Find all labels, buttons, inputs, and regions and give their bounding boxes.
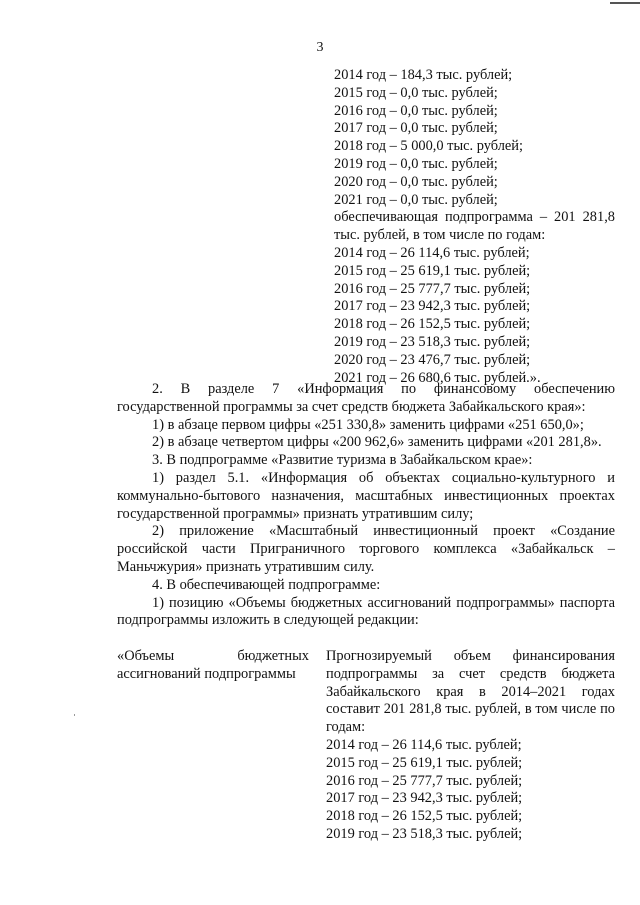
position-value-cell bbox=[326, 648, 615, 844]
year-line: 2017 год – 0,0 тыс. рублей; bbox=[334, 120, 498, 137]
paragraph: 1) в абзаце первом цифры «251 330,8» заменить цифрами «251 650,0»; bbox=[152, 416, 584, 433]
year-line: 2015 год – 25 619,1 тыс. рублей; bbox=[334, 262, 531, 279]
year-line: 2017 год – 23 942,3 тыс. рублей; bbox=[334, 298, 531, 315]
year-line: 2021 год – 26 680,6 тыс. рублей.». bbox=[334, 369, 541, 386]
paragraph: 4. В обеспечивающей подпрограмме: bbox=[152, 576, 381, 593]
paragraph: 2. В разделе 7 «Информация по финансовому обеспечению государственной программы за счет средств бюджета Забайкальского края»: bbox=[117, 381, 615, 415]
year-line: 2018 год – 5 000,0 тыс. рублей; bbox=[334, 138, 523, 155]
year-line: 2014 год – 26 114,6 тыс. рублей; bbox=[334, 244, 530, 261]
position-name-word: бюджетных bbox=[237, 648, 309, 664]
year-line: 2014 год – 26 114,6 тыс. рублей; bbox=[326, 736, 522, 753]
year-line: 2018 год – 26 152,5 тыс. рублей; bbox=[326, 808, 523, 825]
year-line: 2021 год – 0,0 тыс. рублей; bbox=[334, 191, 498, 208]
funding-description: Прогнозируемый объем финансирования подпрограммы за счет средств бюджета Забайкальского края в 2014–2021 годах составит 201 281,8 тыс. рублей, в том числе по годам: bbox=[326, 648, 615, 736]
year-line: 2016 год – 25 777,7 тыс. рублей; bbox=[326, 772, 523, 789]
funding-continuation bbox=[334, 67, 615, 387]
year-line: 2015 год – 25 619,1 тыс. рублей; bbox=[326, 754, 523, 771]
position-name-line: ассигнований подпрограммы bbox=[117, 665, 296, 682]
scan-margin-mark bbox=[74, 714, 75, 716]
page-number: 3 bbox=[316, 40, 324, 55]
paragraph: 1) раздел 5.1. «Информация об объектах социально-культурного и коммунально-бытового назначения, масштабных инвестиционных проектах государственной программы» признать утратившим силу; bbox=[117, 469, 615, 522]
year-line: 2019 год – 23 518,3 тыс. рублей; bbox=[334, 333, 531, 350]
year-line: 2018 год – 26 152,5 тыс. рублей; bbox=[334, 316, 531, 333]
year-line: 2015 год – 0,0 тыс. рублей; bbox=[334, 84, 498, 101]
year-line: 2020 год – 0,0 тыс. рублей; bbox=[334, 173, 498, 190]
year-line: 2019 год – 0,0 тыс. рублей; bbox=[334, 155, 498, 172]
scan-edge-mark bbox=[610, 2, 640, 4]
document-body bbox=[117, 381, 615, 630]
year-line: 2020 год – 23 476,7 тыс. рублей; bbox=[334, 351, 531, 368]
paragraph: 2) в абзаце четвертом цифры «200 962,6» заменить цифрами «201 281,8». bbox=[152, 434, 602, 451]
position-name-cell bbox=[117, 648, 309, 684]
year-line: 2016 год – 25 777,7 тыс. рублей; bbox=[334, 280, 531, 297]
paragraph: 2) приложение «Масштабный инвестиционный проект «Создание российской части Приграничного торгового комплекса «Забайкальск – Маньчжурия» признать утратившим силу. bbox=[117, 523, 615, 575]
year-line: 2014 год – 184,3 тыс. рублей; bbox=[334, 67, 513, 83]
year-line: 2019 год – 23 518,3 тыс. рублей; bbox=[326, 825, 523, 842]
year-line: 2017 год – 23 942,3 тыс. рублей; bbox=[326, 790, 523, 807]
year-line: 2016 год – 0,0 тыс. рублей; bbox=[334, 102, 498, 119]
support-subprogram-total: обеспечивающая подпрограмма – 201 281,8 bbox=[334, 209, 615, 226]
support-subprogram-note: тыс. рублей, в том числе по годам: bbox=[334, 227, 546, 244]
position-name-word: «Объемы bbox=[117, 648, 175, 664]
paragraph: 3. В подпрограмме «Развитие туризма в Забайкальском крае»: bbox=[152, 452, 533, 469]
paragraph: 1) позицию «Объемы бюджетных ассигнований подпрограммы» паспорта подпрограммы изложить в следующей редакции: bbox=[117, 594, 615, 629]
